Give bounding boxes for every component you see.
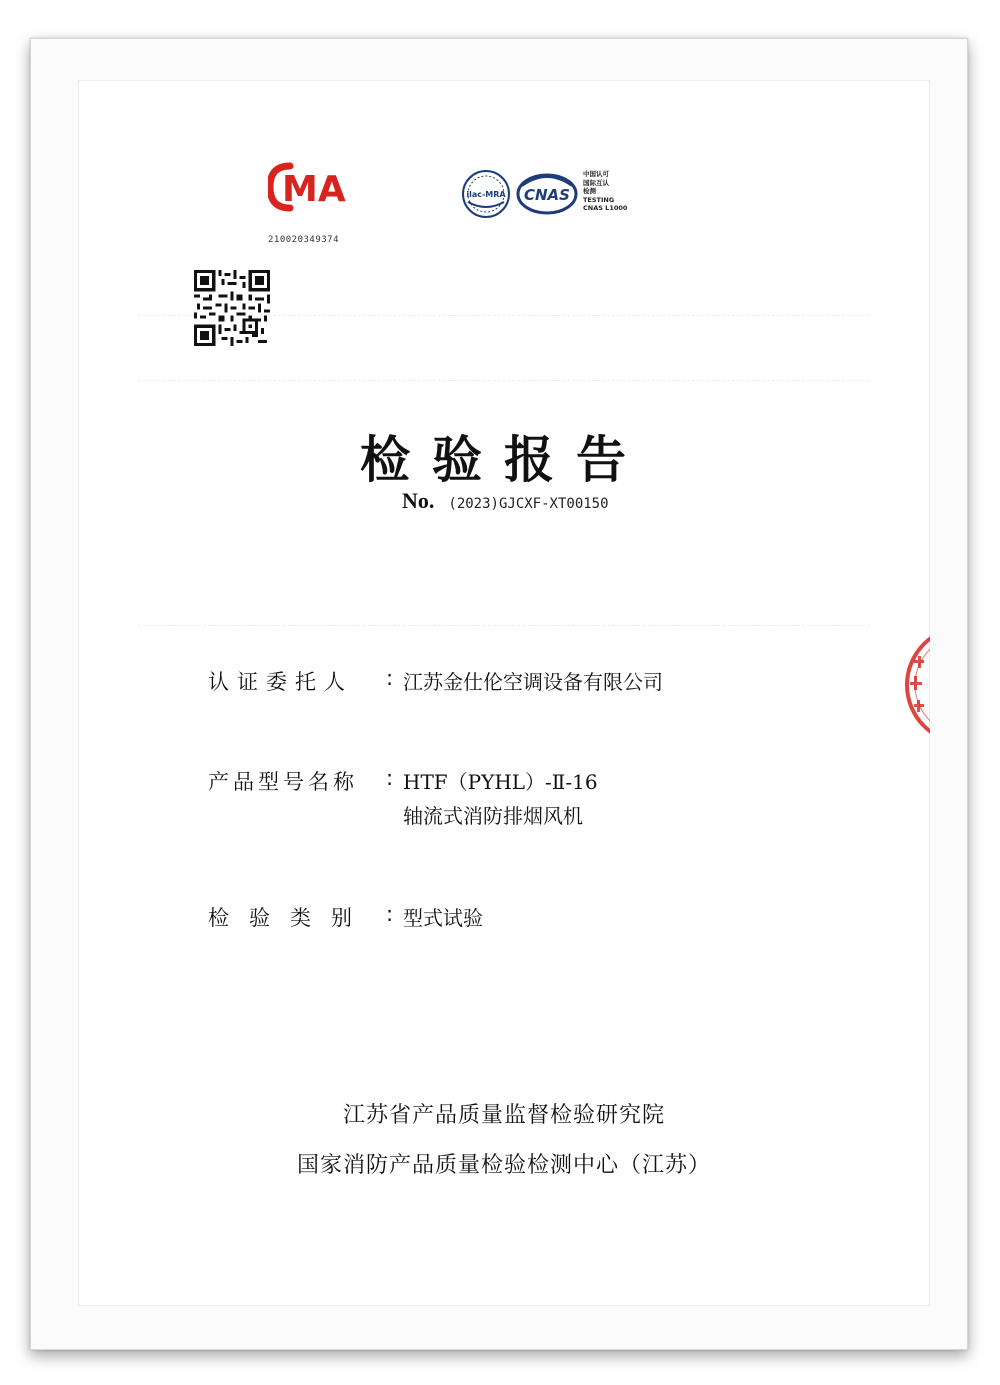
report-number-label: No. bbox=[402, 488, 435, 513]
cnas-accreditation-text: 中国认可 国际互认 检测 TESTING CNAS L1000 bbox=[583, 170, 628, 212]
ilac-mra-logo bbox=[460, 168, 512, 224]
product-colon: : bbox=[386, 766, 394, 790]
cnas-logo-text: CNAS bbox=[524, 186, 570, 204]
report-number bbox=[402, 488, 609, 514]
client-colon: : bbox=[386, 666, 394, 690]
official-seal-stamp bbox=[900, 620, 930, 754]
issuer-line-2: 国家消防产品质量检验检测中心（江苏） bbox=[296, 1153, 711, 1178]
ilac-mra-text: ilac-MRA bbox=[466, 190, 506, 199]
test-type-label: 检验类别 bbox=[208, 906, 372, 930]
watermark-line bbox=[138, 625, 870, 626]
cnas-logo bbox=[516, 172, 578, 220]
test-type-value: 型式试验 bbox=[403, 906, 483, 930]
test-type-colon: : bbox=[386, 902, 394, 926]
client-label: 认证委托人 bbox=[208, 670, 353, 694]
issuer-line-1: 江苏省产品质量监督检验研究院 bbox=[342, 1103, 665, 1128]
report-title: 检验报告 bbox=[360, 431, 648, 489]
cma-logo bbox=[268, 162, 364, 216]
cma-logo-text: MA bbox=[282, 169, 346, 210]
cma-code: 210020349374 bbox=[268, 235, 340, 245]
report-number-value: (2023)GJCXF-XT00150 bbox=[448, 496, 609, 512]
report-page bbox=[78, 80, 930, 1306]
qr-code-icon bbox=[194, 270, 270, 350]
product-label: 产品型号名称 bbox=[208, 770, 358, 794]
watermark-line bbox=[138, 380, 870, 381]
product-model-value: HTF（PYHL）-Ⅱ-16 bbox=[403, 770, 598, 794]
client-value: 江苏金仕伦空调设备有限公司 bbox=[403, 670, 663, 694]
product-name-value: 轴流式消防排烟风机 bbox=[403, 804, 583, 828]
